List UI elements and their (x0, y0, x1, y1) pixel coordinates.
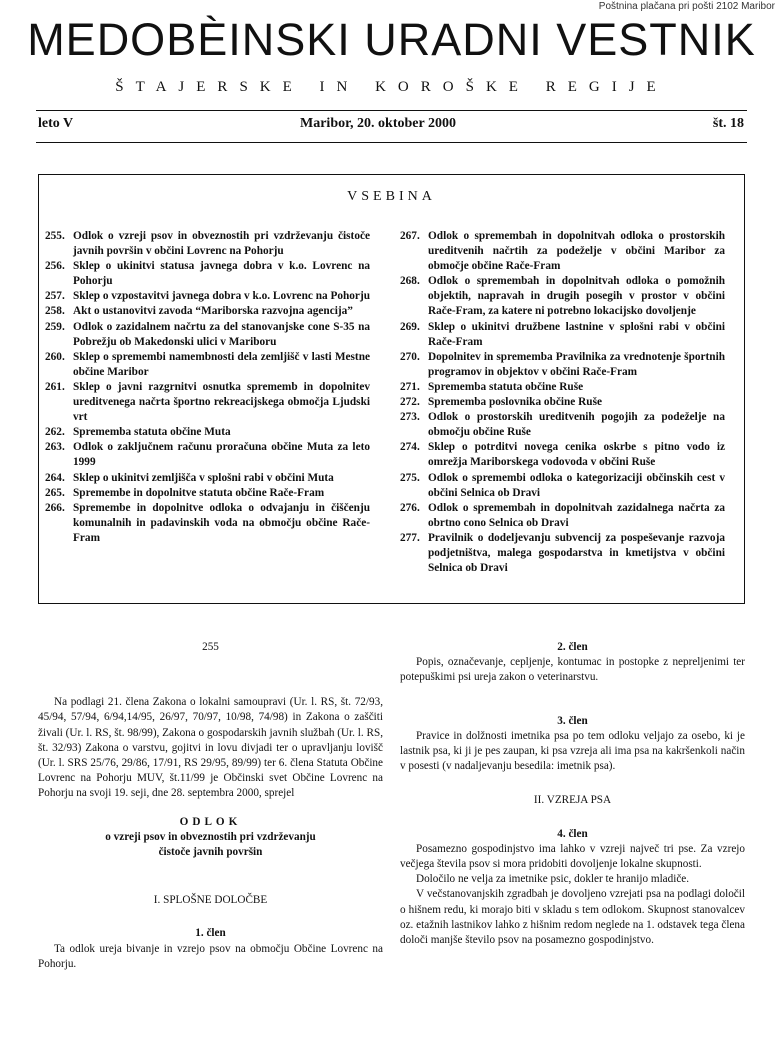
toc-entry-title: Sprememba statuta občine Muta (73, 426, 231, 439)
toc-entry[interactable] (400, 320, 725, 350)
toc-entry-title: Odlok o zaključnem računu proračuna občine Muta za leto 1999 (73, 441, 370, 469)
toc-entry-number: 271. (400, 380, 420, 393)
toc-entry-number: 260. (45, 350, 65, 363)
toc-entry-title: Sklep o ukinitvi statusa javnega dobra v k.o. Lovrenc na Pohorju (73, 260, 370, 288)
toc-entry-title: Sklep o vzpostavitvi javnega dobra v k.o. Lovrenc na Pohorju (73, 290, 370, 303)
toc-entry[interactable] (400, 471, 725, 501)
toc-entry[interactable] (45, 380, 370, 425)
article-left-column (38, 640, 383, 972)
article-right-column (400, 640, 745, 948)
toc-entry-title: Odlok o prostorskih ureditvenih pogojih za podeželje na območju občine Ruše (428, 411, 725, 439)
toc-entry-number: 259. (45, 320, 65, 333)
clen-2-text: Popis, označevanje, cepljenje, kontumac in postopke z nepreljenimi ter potepuškimi psi ureja zakon o veterinarstvu. (400, 656, 745, 684)
article-number: 255 (202, 641, 219, 653)
toc-entry-title: Sklep o spremembi namembnosti dela zemljišč v lasti Mestne občine Maribor (73, 350, 370, 378)
toc-entry-number: 263. (45, 441, 65, 454)
decree-heading: ODLOK (179, 815, 242, 828)
toc-entry-number: 258. (45, 305, 65, 318)
toc-entry-number: 269. (400, 320, 420, 333)
postage-note: Poštnina plačana pri pošti 2102 Maribor (598, 1, 775, 12)
toc-left-column (45, 229, 370, 546)
toc-entry-number: 270. (400, 350, 420, 363)
contents-box (38, 174, 745, 604)
toc-entry[interactable] (45, 501, 370, 546)
section-heading-2: II. VZREJA PSA (533, 794, 612, 807)
clen-4-paragraph-1: Posamezno gospodinjstvo ima lahko v vzreji največ tri pse. Za vzrejo večjega števila psov si mora pridobiti dovoljenje lokalne skupnosti. (400, 842, 745, 871)
toc-entry-title: Sklep o ukinitvi zemljišča v splošni rabi v občini Muta (73, 471, 334, 484)
clen-1-text: Ta odlok ureja bivanje in vzrejo psov na območju Občine Lovrenc na Pohorju. (38, 942, 383, 970)
toc-entry-title: Odlok o spremembah in dopolnitvah odloka o pomožnih objektih, napravah in drugih posegih v prostor v občini Rače-Fram, za katere ni potrebno lokacijsko dovoljenje (428, 275, 725, 318)
toc-entry[interactable] (400, 274, 725, 319)
toc-entry-number: 256. (45, 260, 65, 273)
toc-entry-number: 262. (45, 426, 65, 439)
masthead-subtitle: ŠTAJERSKE IN KOROŠKE REGIJE (115, 79, 668, 95)
toc-entry[interactable] (400, 531, 725, 576)
toc-entry[interactable] (400, 350, 725, 380)
toc-entry-title: Akt o ustanovitvi zavoda “Mariborska razvojna agencija” (73, 305, 353, 318)
toc-entry[interactable] (45, 259, 370, 289)
toc-entry[interactable] (45, 486, 370, 501)
toc-entry-title: Odlok o spremembah in dopolnitvah odloka o prostorskih ureditvenih načrtih za podeželje v občini Maribor za območje občine Rače-Fram (428, 230, 725, 273)
issue-date: Maribor, 20. oktober 2000 (300, 116, 456, 131)
toc-entry-number: 267. (400, 230, 420, 242)
toc-entry-title: Sklep o ukinitvi družbene lastnine v splošni rabi v občini Rače-Fram (428, 320, 725, 348)
clen-1-title: 1. člen (195, 927, 226, 940)
toc-entry[interactable] (45, 440, 370, 470)
toc-entry[interactable] (400, 440, 725, 470)
toc-right-column (400, 229, 725, 576)
toc-entry-title: Odlok o spremembah in dopolnitvah zazidalnega načrta za obrtno cono Selnica ob Dravi (428, 501, 725, 529)
toc-entry[interactable] (45, 350, 370, 380)
toc-entry-number: 257. (45, 290, 65, 303)
issue-year: leto V (38, 116, 74, 131)
toc-entry-number: 273. (400, 411, 420, 424)
toc-entry-title: Odlok o spremembi odloka o kategorizaciji občinskih cest v občini Selnica ob Dravi (428, 471, 725, 499)
toc-entry-title: Spremembe in dopolnitve statuta občine Rače-Fram (73, 486, 325, 499)
toc-entry-number: 255. (45, 230, 65, 242)
header-rule-bottom (36, 142, 747, 143)
toc-entry-number: 275. (400, 471, 420, 484)
issue-bar (38, 116, 744, 136)
toc-entry[interactable] (400, 380, 725, 395)
toc-entry-title: Sklep o potrditvi novega cenika oskrbe s pitno vodo iz omrežja Mariborskega vodovoda v občini Ruše (428, 441, 725, 469)
toc-entry-title: Odlok o zazidalnem načrtu za del stanovanjske cone S-35 na Pobrežju ob Makedonski ulici v Mariboru (73, 320, 370, 348)
toc-entry-title: Sklep o javni razgrnitvi osnutka sprememb in dopolnitev ureditvenega načrta športno rekreacijskega območja Ljudski vrt (73, 380, 370, 424)
toc-entry[interactable] (45, 304, 370, 319)
toc-entry[interactable] (45, 471, 370, 486)
clen-2-title: 2. člen (557, 641, 588, 653)
contents-title: VSEBINA (347, 189, 436, 204)
masthead-title: MEDOBÈINSKI URADNI VESTNIK (27, 14, 756, 65)
toc-entry-number: 266. (45, 501, 65, 514)
toc-entry[interactable] (45, 229, 370, 259)
decree-subheading-2: čistoče javnih površin (158, 846, 263, 859)
toc-entry-number: 268. (400, 275, 420, 288)
clen-3-title: 3. člen (557, 714, 588, 727)
toc-entry-number: 274. (400, 441, 420, 454)
decree-subheading-1: o vzreji psov in obveznostih pri vzdrževanju (105, 830, 316, 843)
toc-entry-title: Sprememba statuta občine Ruše (428, 380, 584, 393)
toc-entry-number: 264. (45, 471, 65, 484)
toc-entry[interactable] (45, 425, 370, 440)
toc-entry[interactable] (45, 289, 370, 304)
clen-4-paragraph-2: Določilo ne velja za imetnike psic, dokler te hranijo mladiče. (416, 873, 690, 886)
clen-3-text: Pravice in dolžnosti imetnika psa po tem odloku veljajo za osebo, ki je lastnik psa, ki ji je pes zaupan, ki psa vzreja ali ima psa na kakršenkoli način v posesti (v nadaljevanju besedila: imetnik psa). (400, 729, 745, 773)
toc-entry-title: Sprememba poslovnika občine Ruše (428, 396, 602, 409)
toc-entry[interactable] (400, 395, 725, 410)
toc-entry-number: 276. (400, 501, 420, 514)
toc-entry-title: Pravilnik o dodeljevanju subvencij za pospeševanje razvoja podjetništva, malega gospodarstva in kmetijstva v občini Selnica ob Dravi (428, 531, 725, 575)
toc-entry-number: 272. (400, 396, 420, 409)
toc-entry[interactable] (400, 501, 725, 531)
toc-entry-title: Odlok o vzreji psov in obveznostih pri vzdrževanju čistoče javnih površin v občini Lovrenc na Pohorju (73, 230, 370, 258)
clen-4-paragraph-3: V večstanovanjskih zgradbah je dovoljeno vzrejati psa na podlagi določil o hišnem redu, ki morajo biti v skladu s tem odlokom. Skupnost stanovalcev oz. etažnih lastnikov lahko z hišnim redom neglede na 1. odstavek tega člena določi manjše število psov na posamezno gospodinjstvo. (400, 888, 745, 947)
toc-entry[interactable] (400, 229, 725, 274)
toc-entry-title: Spremembe in dopolnitve odloka o odvajanju in čiščenju komunalnih in padavinskih voda na območju občine Rače-Fram (73, 501, 370, 544)
toc-entry-number: 277. (400, 531, 420, 544)
toc-entry[interactable] (45, 320, 370, 350)
section-heading-1: I. SPLOŠNE DOLOČBE (153, 894, 268, 907)
toc-entry-number: 261. (45, 380, 65, 393)
issue-number: št. 18 (712, 116, 744, 131)
toc-entry[interactable] (400, 410, 725, 440)
article-preamble: Na podlagi 21. člena Zakona o lokalni samoupravi (Ur. l. RS, št. 72/93, 45/94, 57/94, 6/94,14/95, 26/97, 70/97, 10/98, 74/98) in Zakona o zaščiti živali (Ur. l. RS, št. 98/99), Zakona o gospodarskih javnih službah (Ur. l. RS, št. 32/93) Zakona o varstvu, gojitvi in lovu divjadi ter o upravljanju lovišč (Ur. l. SRS 25/76, 29/86, 17/91, RS 29/95, 89/99) ter 6. člena Statuta Občine Lovrenc na Pohorju MUV, št.11/99 je Občinski svet Občine Lovrenc na Pohorju na svoji 19. seji, dne 28. septembra 2000, sprejel (38, 696, 383, 800)
clen-4-title: 4. člen (557, 827, 588, 840)
header-rule-top (36, 110, 747, 111)
toc-entry-title: Dopolnitev in sprememba Pravilnika za vrednotenje športnih programov in objektov v občini Rače-Fram (428, 350, 725, 378)
toc-entry-number: 265. (45, 486, 65, 499)
